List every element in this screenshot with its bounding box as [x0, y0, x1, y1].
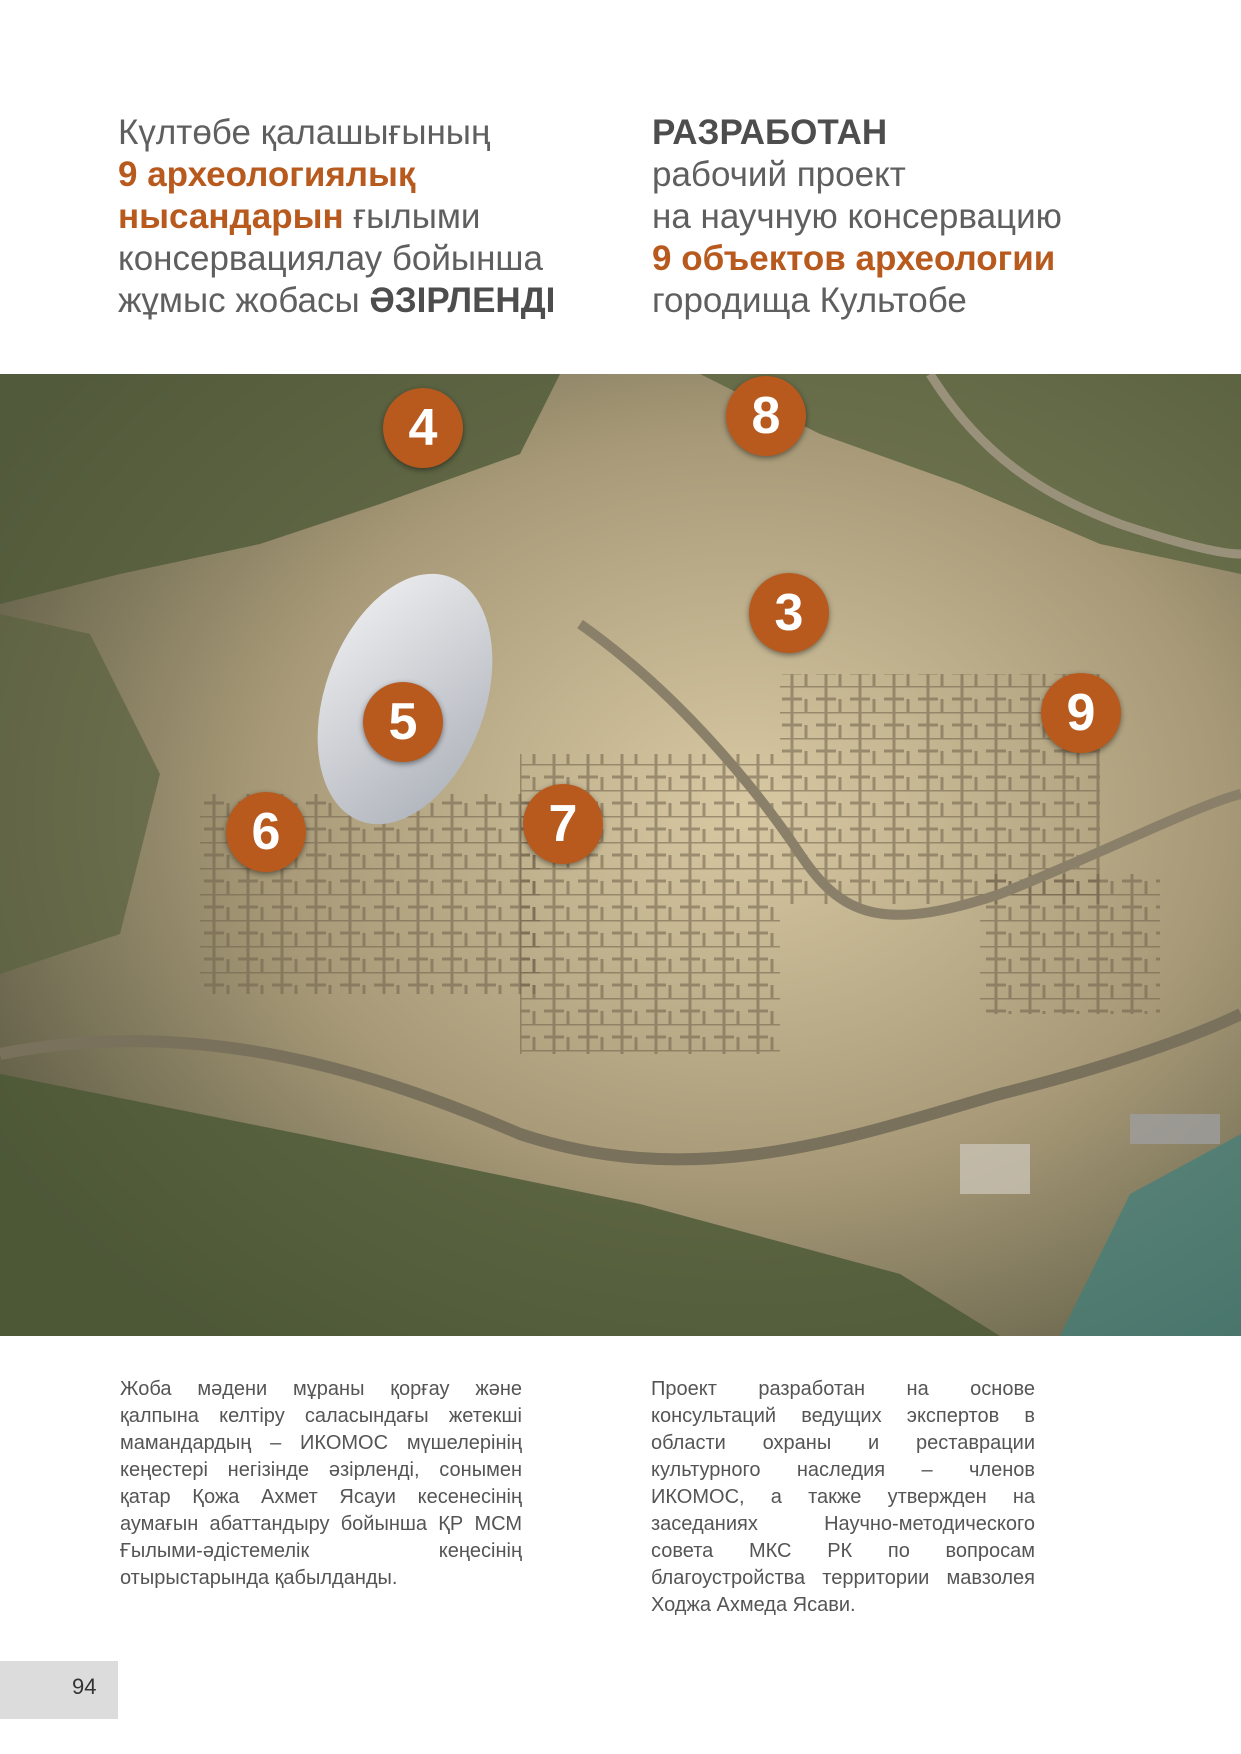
marker-object-7: 7 [523, 784, 603, 864]
body-text-kazakh: Жоба мәдени мұраны қорғау және қалпына келтіру саласындағы жетекші мамандардың – ИКОМОС мүшелерінің кеңестері негізінде әзірленді, сонымен қатар Қожа Ахмет Ясауи кесенесінің аумағын абаттандыру бойынша ҚР МСМ Ғылыми-әдістемелік кеңесінің отырыстарында қабылданды. [120, 1378, 522, 1589]
aerial-photo-illustration [0, 374, 1241, 1336]
headline-ru-line-5: городища Культобе [652, 281, 967, 320]
headline-kz-line-4: консервациялау бойынша [118, 239, 543, 278]
marker-object-9: 9 [1041, 673, 1121, 753]
marker-object-6: 6 [226, 792, 306, 872]
marker-object-8: 8 [726, 376, 806, 456]
marker-object-4: 4 [383, 388, 463, 468]
headline-kz-line-3-rest: ғылыми [343, 197, 481, 236]
headline-kz-line-5-strong: ӘЗІРЛЕНДІ [369, 281, 556, 320]
body-text-russian: Проект разработан на основе консультаций ведущих экспертов в области охраны и реставрации культурного наследия – членов ИКОМОС, а также утвержден на заседаниях Научно-методического совета МКС РК по вопросам благоустройства территории мавзолея Ходжа Ахмеда Ясави. [651, 1378, 1035, 1616]
headline-ru-line-3: на научную консервацию [652, 197, 1062, 236]
headline-ru-line-1: РАЗРАБОТАН [652, 113, 888, 152]
headline-kz-line-2: 9 археологиялық [118, 155, 416, 194]
headline-kazakh [118, 112, 618, 322]
headline-russian [652, 112, 1212, 322]
headline-kz-line-1: Күлтөбе қалашығының [118, 113, 491, 152]
headline-ru-line-2: рабочий проект [652, 155, 906, 194]
headline-kz-line-5-rest: жұмыс жобасы [118, 281, 370, 320]
marker-object-5: 5 [363, 682, 443, 762]
headline-kz-line-3-accent: нысандарын [118, 197, 344, 236]
building-far-east [1130, 1114, 1220, 1144]
marker-object-3: 3 [749, 573, 829, 653]
headline-kz-line-5 [118, 280, 618, 322]
building-south-east [960, 1144, 1030, 1194]
aerial-photo [0, 374, 1241, 1336]
headline-kz-line-3 [118, 196, 618, 238]
page-number-box [0, 1661, 118, 1719]
headline-ru-line-4: 9 объектов археологии [652, 239, 1056, 278]
page-number: 94 [72, 1674, 97, 1699]
